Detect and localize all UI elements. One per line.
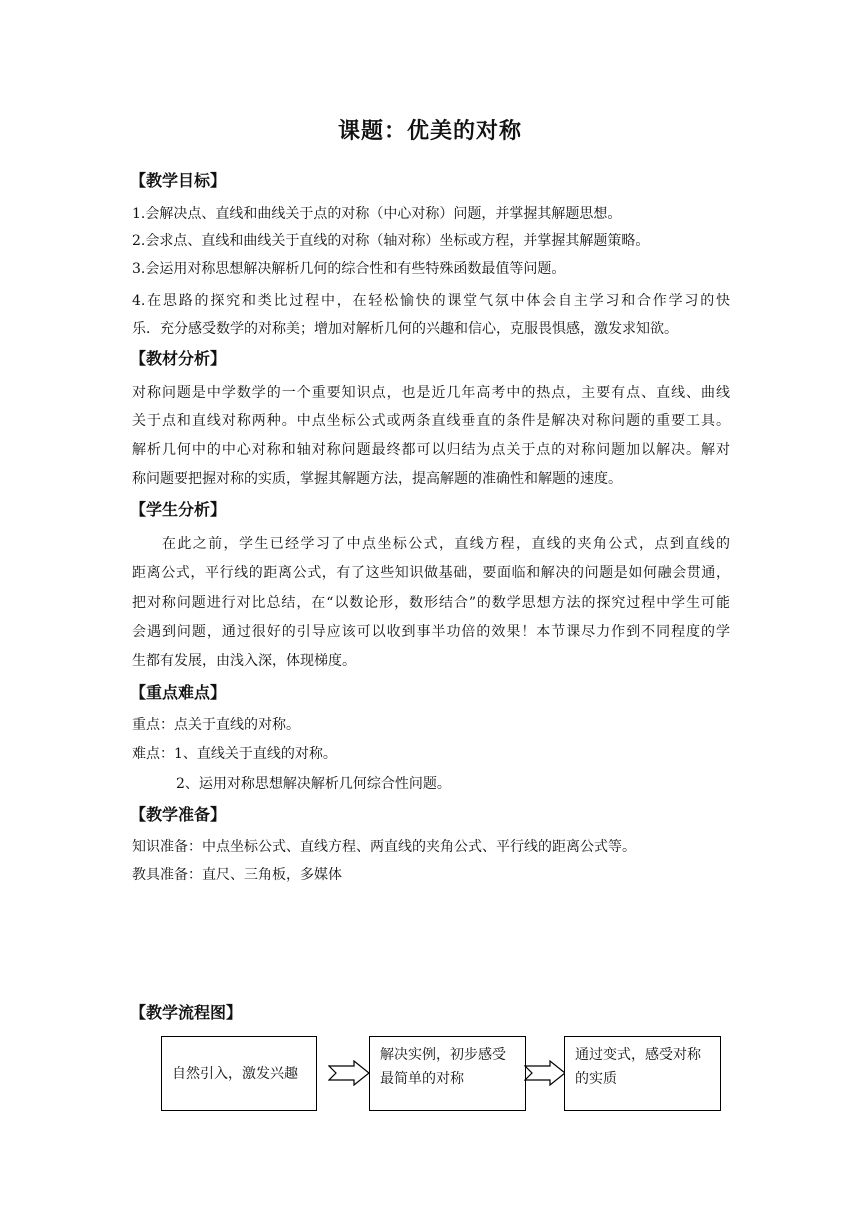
students-line: 生都有发展，由浅入深，体现梯度。	[132, 653, 356, 669]
goal-line: 2.会求点、直线和曲线关于直线的对称（轴对称）坐标或方程，并掌握其解题策略。	[132, 233, 650, 249]
flow-step-label: 通过变式，感受对称的实质	[575, 1047, 701, 1087]
key-point-text: 重点：点关于直线的对称。	[132, 717, 300, 733]
students-line: 会遇到问题，通过很好的引导应该可以收到事半功倍的效果！本节课尽力作到不同程度的学	[132, 624, 730, 640]
goal-line: 4.在思路的探究和类比过程中，在轻松愉快的课堂气氛中体会自主学习和合作学习的快	[132, 293, 730, 309]
section-heading-preparation: 【教学准备】	[130, 805, 227, 824]
material-line: 关于点和直线对称两种。中点坐标公式或两条直线垂直的条件是解决对称问题的重要工具。	[132, 413, 730, 429]
goal-line: 3.会运用对称思想解决解析几何的综合性和有些特殊函数最值等问题。	[132, 261, 566, 277]
flow-arrow-icon	[524, 1060, 566, 1086]
goal-line: 1.会解决点、直线和曲线关于点的对称（中心对称）问题，并掌握其解题思想。	[132, 206, 622, 222]
flow-step-label: 解决实例，初步感受最简单的对称	[380, 1047, 506, 1087]
page-title: 课题：优美的对称	[337, 119, 522, 144]
section-heading-material: 【教材分析】	[130, 349, 227, 368]
material-line: 称问题要把握对称的实质，掌握其解题方法，提高解题的准确性和解题的速度。	[132, 471, 622, 487]
material-line: 解析几何中的中心对称和轴对称问题最终都可以归结为点关于点的对称问题加以解决。解对	[132, 442, 730, 458]
tools-preparation: 教具准备：直尺、三角板，多媒体	[132, 867, 342, 883]
students-line: 距离公式，平行线的距离公式，有了这些知识做基础，要面临和解决的问题是如何融会贯通，	[132, 565, 730, 581]
goal-line: 乐．充分感受数学的对称美；增加对解析几何的兴趣和信心，克服畏惧感，激发求知欲。	[132, 321, 678, 337]
section-heading-goals: 【教学目标】	[130, 171, 227, 190]
section-heading-students: 【学生分析】	[130, 500, 227, 519]
section-heading-flowchart: 【教学流程图】	[130, 1003, 243, 1022]
students-line: 把对称问题进行对比总结，在“以数论形，数形结合”的数学思想方法的探究过程中学生可能	[132, 595, 730, 611]
difficult-point-text: 难点：1、直线关于直线的对称。	[132, 746, 337, 762]
students-line: 在此之前，学生已经学习了中点坐标公式，直线方程，直线的夹角公式，点到直线的	[162, 536, 730, 552]
flow-step-2	[369, 1036, 526, 1111]
flow-arrow-icon	[328, 1060, 370, 1086]
material-line: 对称问题是中学数学的一个重要知识点，也是近几年高考中的热点，主要有点、直线、曲线	[132, 385, 730, 401]
difficult-point-text: 2、运用对称思想解决解析几何综合性问题。	[176, 776, 451, 792]
flow-step-label: 自然引入，激发兴趣	[172, 1065, 298, 1082]
flow-step-3	[564, 1036, 721, 1111]
section-heading-key-points: 【重点难点】	[130, 683, 227, 702]
knowledge-preparation: 知识准备：中点坐标公式、直线方程、两直线的夹角公式、平行线的距离公式等。	[132, 839, 636, 855]
flow-step-1	[161, 1036, 317, 1111]
